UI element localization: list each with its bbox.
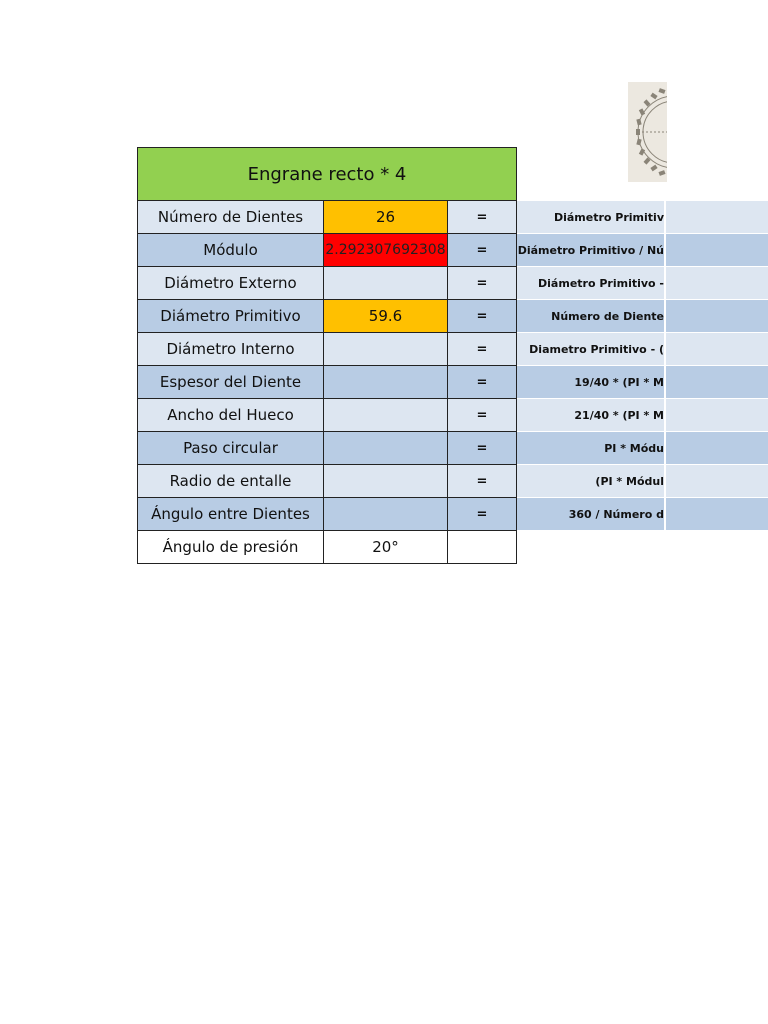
row-fill [666,465,768,497]
equals-sign: = [448,432,517,465]
row-label: Espesor del Diente [138,366,324,399]
equals-sign: = [448,498,517,531]
table-row [138,234,665,267]
row-label: Radio de entalle [138,465,324,498]
equals-sign: = [448,366,517,399]
table-row [138,300,665,333]
fillet-radius-cell[interactable] [324,465,448,498]
row-label: Diámetro Interno [138,333,324,366]
equals-sign: = [448,201,517,234]
row-fill [666,234,768,266]
formula-text: Diametro Primitivo - ( [517,333,665,366]
tooth-thickness-cell[interactable] [324,366,448,399]
pressure-angle-cell[interactable]: 20° [324,531,448,564]
row-fill [666,300,768,332]
table-row [138,498,665,531]
row-fill [666,432,768,464]
formula-text: Diámetro Primitivo - [517,267,665,300]
equals-sign: = [448,333,517,366]
formula-text: Diámetro Primitivo / Nú [517,234,665,267]
formula-text: PI * Módu [517,432,665,465]
equals-sign: = [448,465,517,498]
module-value-cell[interactable]: 2.292307692308 [324,234,448,267]
row-label: Diámetro Externo [138,267,324,300]
table-row [138,531,665,564]
table-row [138,267,665,300]
gear-calculation-table [137,147,664,564]
table-row [138,201,665,234]
row-label: Módulo [138,234,324,267]
table-title: Engrane recto * 4 [138,148,517,201]
formula-text: 21/40 * (PI * M [517,399,665,432]
row-label: Ángulo de presión [138,531,324,564]
table-row [138,465,665,498]
formula-text: 360 / Número d [517,498,665,531]
formula-text: (PI * Módul [517,465,665,498]
equals-sign: = [448,267,517,300]
pitch-diameter-input[interactable]: 59.6 [324,300,448,333]
table-row [138,366,665,399]
internal-diameter-cell[interactable] [324,333,448,366]
formula-text: Diámetro Primitiv [517,201,665,234]
row-label: Paso circular [138,432,324,465]
row-fill [666,498,768,530]
row-fill [666,399,768,431]
equals-sign: = [448,234,517,267]
row-label: Ancho del Hueco [138,399,324,432]
row-label: Número de Dientes [138,201,324,234]
equals-sign: = [448,399,517,432]
row-fill [666,366,768,398]
row-label: Ángulo entre Dientes [138,498,324,531]
formula-text: Número de Diente [517,300,665,333]
row-fill [666,267,768,299]
empty-cell [448,531,517,564]
table-row [138,399,665,432]
teeth-count-input[interactable]: 26 [324,201,448,234]
row-label: Diámetro Primitivo [138,300,324,333]
circular-pitch-cell[interactable] [324,432,448,465]
row-fill [666,201,768,233]
table-row [138,432,665,465]
gap-width-cell[interactable] [324,399,448,432]
external-diameter-cell[interactable] [324,267,448,300]
formula-text: 19/40 * (PI * M [517,366,665,399]
table-row [138,333,665,366]
equals-sign: = [448,300,517,333]
tooth-angle-cell[interactable] [324,498,448,531]
row-fill [666,333,768,365]
